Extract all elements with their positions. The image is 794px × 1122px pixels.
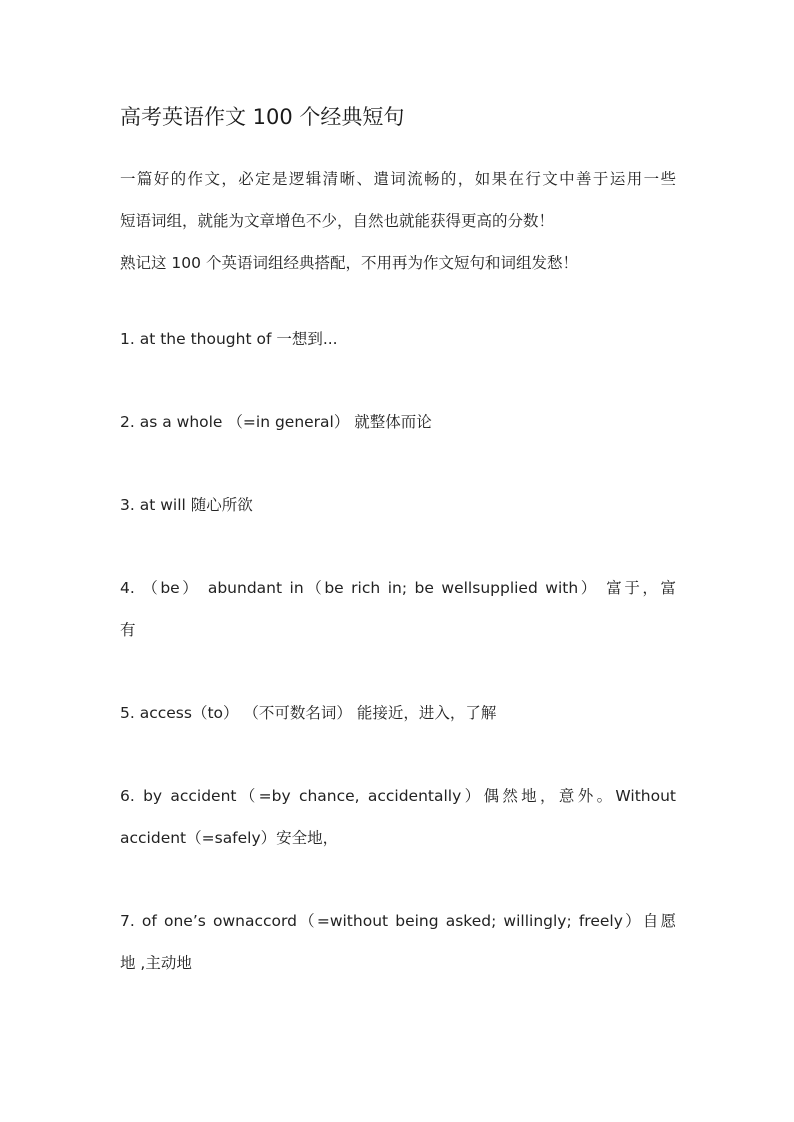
entry-line: 有 (120, 621, 136, 639)
phrase-entry-5 (120, 692, 676, 734)
entry-line: 1. at the thought of 一想到... (120, 330, 338, 348)
phrase-entry-2 (120, 401, 676, 443)
entry-line: 4. （be） abundant in（be rich in; be wellsupplied with） 富于，富 (120, 579, 676, 597)
entry-line: 7. of one’s ownaccord（=without being asked; willingly; freely）自愿 (120, 912, 676, 930)
intro-line: 熟记这 100 个英语词组经典搭配，不用再为作文短句和词组发愁！ (120, 254, 578, 272)
phrase-entry-4 (120, 567, 676, 651)
entry-line: accident（=safely）安全地， (120, 829, 339, 847)
phrase-entry-7 (120, 900, 676, 984)
intro-line: 短语词组，就能为文章增色不少，自然也就能获得更高的分数！ (120, 212, 555, 230)
phrase-entry-1 (120, 318, 676, 360)
entry-line: 3. at will 随心所欲 (120, 496, 253, 514)
entry-line: 地 ,主动地 (120, 954, 192, 972)
phrase-entry-6 (120, 775, 676, 859)
document-title: 高考英语作文 100 个经典短句 (120, 105, 405, 129)
entry-line: 2. as a whole （=in general） 就整体而论 (120, 413, 432, 431)
entry-line: 5. access（to） （不可数名词） 能接近，进入，了解 (120, 704, 497, 722)
phrase-entry-3 (120, 484, 676, 526)
intro-paragraph (120, 158, 676, 284)
entry-line: 6. by accident（=by chance, accidentally）偶然地，意外。Without (120, 787, 676, 805)
intro-line: 一篇好的作文，必定是逻辑清晰、遣词流畅的，如果在行文中善于运用一些 (120, 170, 676, 188)
